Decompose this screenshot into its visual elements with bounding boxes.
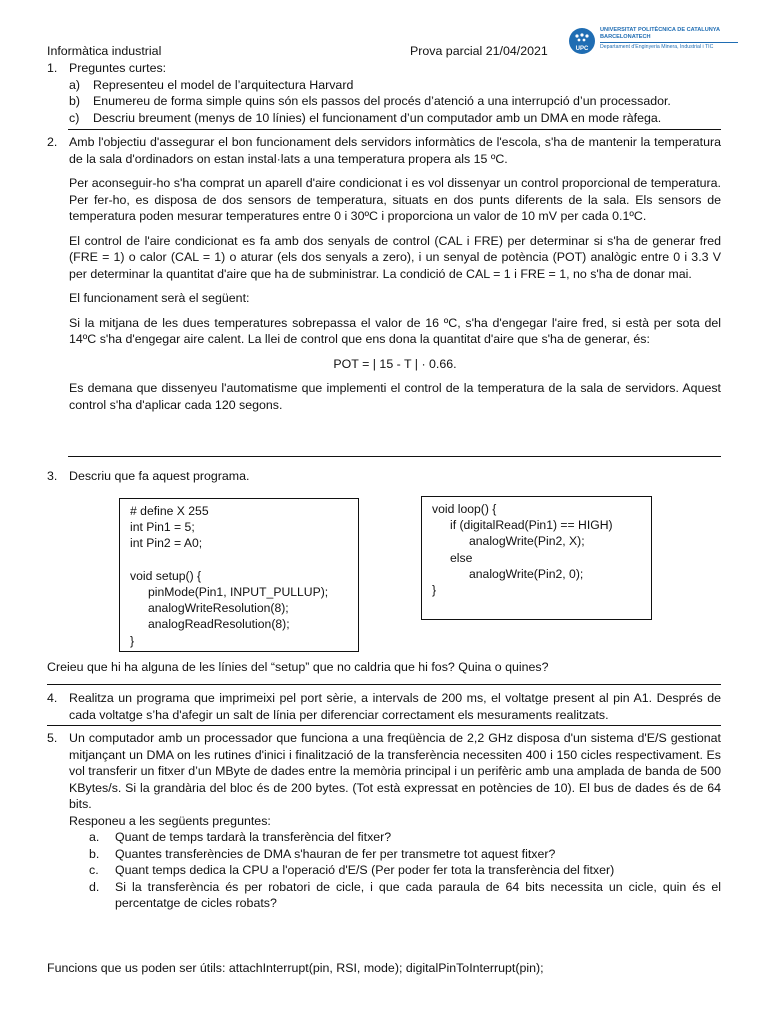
divider (47, 684, 721, 685)
code-block-setup (119, 498, 359, 652)
code-line: int Pin2 = A0; (130, 536, 203, 551)
logo-line-1: UNIVERSITAT POLITÈCNICA DE CATALUNYA (600, 27, 721, 33)
code-line: } (432, 583, 437, 598)
code-line: if (digitalRead(Pin1) == HIGH) (450, 518, 613, 533)
question-1 (47, 60, 721, 126)
svg-text:UPC: UPC (575, 46, 589, 52)
sub-item: d. Si la transferència és per robatori de cicle, i que cada paraula de 64 bits necessita un cicle, quin és el percentatge de cicles robats? (89, 879, 721, 910)
question-number: 5. (47, 731, 58, 745)
paragraph: Per aconseguir-ho s'ha comprat un aparell d'aire condicionat i es vol dissenyar un control proporcional de temperatura. Per fer-ho, es disposa de dos sensors de temperatura, situats en dos punts diferents de la sala. Els sensors de temperatura poden mesurar temperatures entre 0 i 30ºC i proporciona un valor de 10 mV per cada 0.1ºC. (69, 176, 721, 223)
question-number: 2. (47, 135, 58, 149)
paragraph: Amb l'objectiu d'assegurar el bon funcionament dels servidors informàtics de l'escola, s'ha de mantenir la temperatura de la sala d'ordinadors on estan instal·lats a una temperatura propera als 15 ºC. (69, 135, 721, 166)
question-5 (47, 730, 721, 912)
code-block-loop (421, 496, 652, 620)
code-line: # define X 255 (130, 504, 209, 518)
logo-line-2: BARCELONATECH (600, 33, 651, 40)
question-2 (47, 134, 721, 421)
paragraph: Realitza un programa que imprimeixi pel port sèrie, a intervals de 200 ms, el voltatge present al pin A1. Després de cada voltatge s’ha d'afegir un salt de línia per diferenciar correctament els mesuraments realitzats. (69, 691, 721, 722)
sub-item: b. Quantes transferències de DMA s'hauran de fer per transmetre tot aquest fitxer? (89, 846, 556, 861)
code-line: int Pin1 = 5; (130, 520, 195, 535)
divider (68, 129, 721, 130)
control-formula: POT = | 15 - T | · 0.66. (333, 356, 457, 371)
sub-item: c. Quant temps dedica la CPU a l'operació d'E/S (Per poder fer tota la transferència del fitxer) (89, 863, 615, 877)
sub-item: b) Enumereu de forma simple quins són els passos del procés d’atenció a una interrupció d’un processador. (69, 94, 671, 108)
code-line: pinMode(Pin1, INPUT_PULLUP); (148, 585, 329, 600)
sub-item: a. Quant de temps tardarà la transferència del fitxer? (89, 830, 392, 844)
prompt: Responeu a les següents preguntes: (69, 813, 271, 828)
course-title: Informàtica industrial (47, 44, 162, 58)
paragraph: El control de l'aire condicionat es fa amb dos senyals de control (CAL i FRE) per determinar si s'ha de generar fred (FRE = 1) o calor (CAL = 1) o aturar (els dos senyals a zero), i un senyal de potència (POT) analògic entre 0 i 3.3 V per determinar la quantitat d'aire que ha de subministrar. La condició de CAL = 1 i FRE = 1, no s'ha de donar mai. (69, 233, 721, 281)
footer-functions: Funcions que us poden ser útils: attachInterrupt(pin, RSI, mode); digitalPinToInterrupt(pin); (47, 961, 544, 975)
logo-line-3: Departament d'Enginyeria Minera, Industrial i TIC (600, 44, 714, 50)
paragraph: Si la mitjana de les dues temperatures sobrepassa el valor de 16 ºC, s'ha d'engegar l'aire fred, si està per sota del 14ºC s'ha d'engegar aire calent. La llei de control que ens dona la quantitat d'aire que s'ha de generar, és: (69, 315, 721, 346)
code-line: analogReadResolution(8); (148, 617, 290, 632)
code-line: analogWriteResolution(8); (148, 601, 289, 616)
code-line: void loop() { (432, 502, 497, 516)
question-number: 3. (47, 469, 58, 483)
setup-question: Creieu que hi ha alguna de les línies del “setup” que no caldria que hi fos? Quina o quines? (47, 660, 549, 674)
question-3 (47, 468, 721, 485)
divider (47, 725, 721, 726)
code-line: else (450, 550, 473, 565)
question-title: Descriu que fa aquest programa. (69, 469, 250, 483)
sub-item: a) Representeu el model de l’arquitectura Harvard (69, 77, 354, 92)
question-title: Preguntes curtes: (69, 61, 167, 75)
question-4 (47, 690, 721, 723)
code-line: } (130, 633, 135, 648)
code-line: void setup() { (130, 568, 202, 583)
question-number: 1. (47, 61, 58, 75)
paragraph: Un computador amb un processador que funciona a una freqüència de 2,2 GHz disposa d'un sistema d'E/S gestionat mitjançant un DMA on les rutines d'inici i finalització de la transferència necessiten 400 i 150 cicles respectivament. Es vol transferir un fitxer d’un MByte de dades entre la memòria principal i un perifèric amb una amplada de banda de 500 KBytes/s. Si la grandària del bloc és de 200 bytes. (Tot està expressat en potències de 10). El bus de dades és de 64 bits. (69, 731, 721, 811)
paragraph: Es demana que dissenyeu l'automatisme que implementi el control de la temperatura de la sala de servidors. Aquest control s'ha d'aplicar cada 120 segons. (69, 381, 721, 412)
divider (68, 456, 721, 457)
question-number: 4. (47, 691, 58, 705)
university-logo (568, 26, 738, 56)
paragraph: El funcionament serà el següent: (69, 291, 250, 305)
code-line (130, 552, 358, 568)
code-line: analogWrite(Pin2, X); (469, 534, 585, 549)
exam-title: Prova parcial 21/04/2021 (410, 44, 548, 58)
code-line: analogWrite(Pin2, 0); (469, 566, 584, 581)
sub-item: c) Descriu breument (menys de 10 línies) el funcionament d’un computador amb un DMA en mode ràfega. (69, 110, 662, 125)
